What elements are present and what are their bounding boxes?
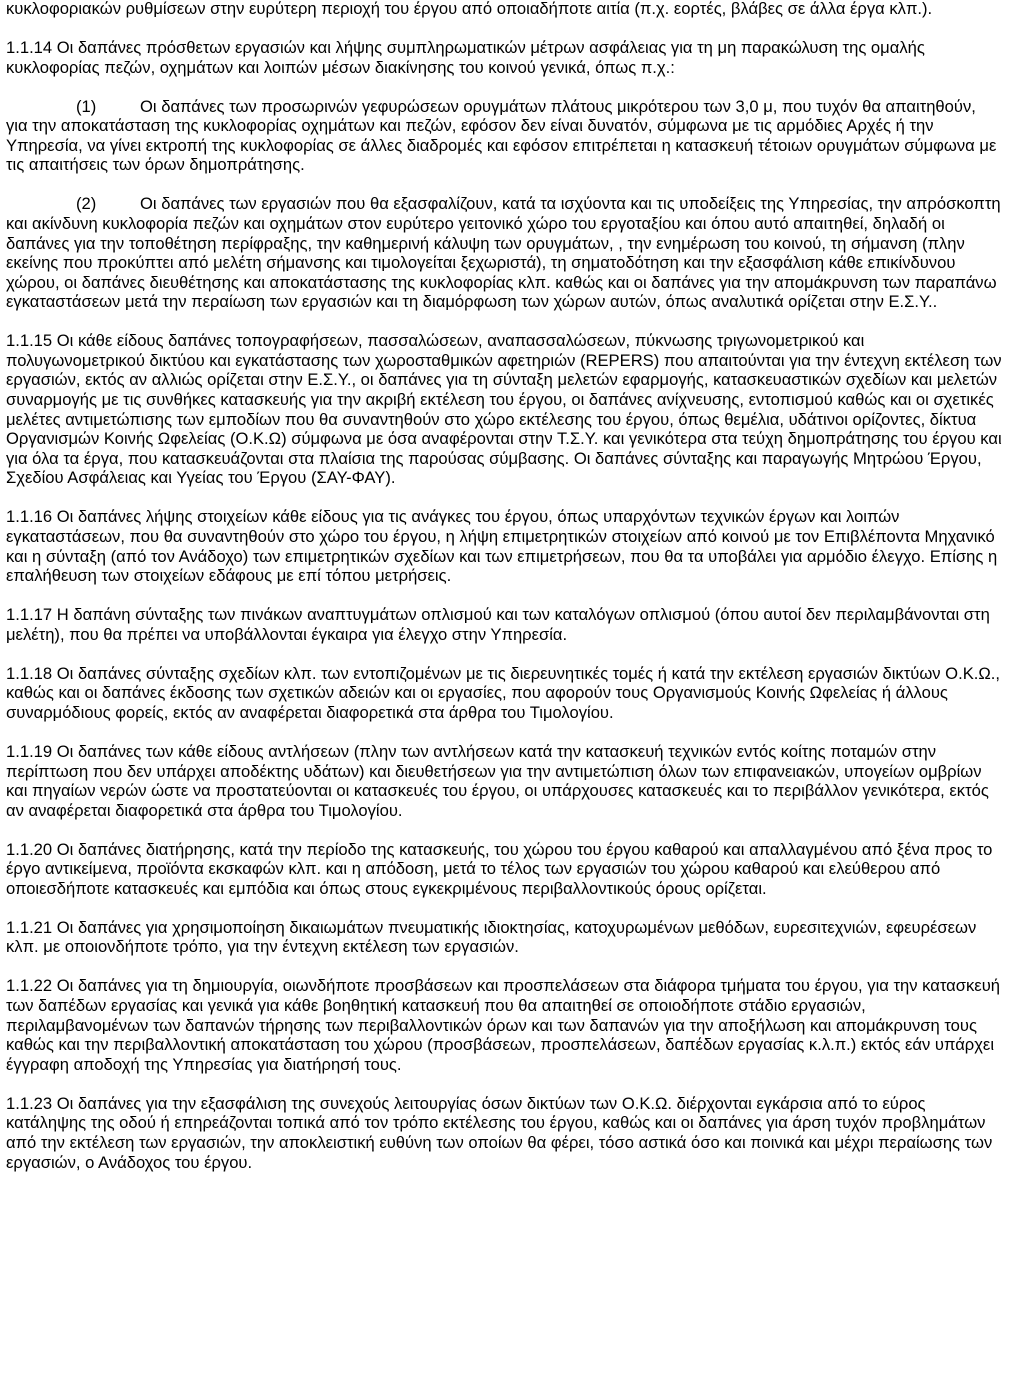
paragraph-1-1-19: 1.1.19 Οι δαπάνες των κάθε είδους αντλήσεων (πλην των αντλήσεων κατά την κατασκευή τεχνικών εντός κοίτης ποταμών στην περίπτωση που δεν υπάρχει αποδέκτης υδάτων) και διευθετήσεων για την αντιμετώπιση όλων των επιφανειακών, υπογείων ομβρίων και πηγαίων νερών ώστε να προστατεύονται οι κατασκευές του έργου, οι υπάρχουσες κατασκευές και το περιβάλλον γενικότερα, εκτός αν αναφέρεται διαφορετικά στα άρθρα του Τιμολογίου. [6, 741, 989, 820]
paragraph-1-1-16: 1.1.16 Οι δαπάνες λήψης στοιχείων κάθε είδους για τις ανάγκες του έργου, όπως υπαρχόντων τεχνικών έργων και λοιπών εγκαταστάσεων, που θα συναντηθούν στο χώρο του έργου, η λήψη επιμετρητικών στοιχείων από κοινού με τον Επιβλέποντα Μηχανικό και η σύνταξη (από τον Ανάδοχο) των επιμετρητικών σχεδίων και των επιμετρήσεων, που θα τα υποβάλει για αρμόδιο έλεγχο. Επίσης η επαλήθευση των στοιχείων εδάφους με επί τόπου μετρήσεις. [6, 507, 998, 586]
subparagraph-2 [6, 194, 1002, 312]
subparagraph-number: (2) [76, 194, 97, 214]
paragraph-1-1-21: 1.1.21 Οι δαπάνες για χρησιμοποίηση δικαιωμάτων πνευματικής ιδιοκτησίας, κατοχυρωμένων μεθόδων, ευρεσιτεχνιών, εφευρέσεων κλπ. με οποιονδήποτε τρόπο, για την έντεχνη εκτέλεση των εργασιών. [6, 917, 977, 957]
paragraph-1-1-22: 1.1.22 Οι δαπάνες για τη δημιουργία, οιωνδήποτε προσβάσεων και προσπελάσεων στα διάφορα τμήματα του έργου, για την κατασκευή των δαπέδων εργασίας και γενικά για κάθε βοηθητική κατασκευή που θα απαιτηθεί σε οποιοδήποτε στάδιο εργασιών, περιλαμβανομένων των δαπανών τήρησης των περιβαλλοντικών όρων και των δαπανών για την αποξήλωση και απομάκρυνση τους καθώς και την περιβαλλοντική αποκατάσταση του χώρου (προσβάσεων, προσπελάσεων, δαπέδων εργασίας κ.λ.π.) εκτός εάν υπάρχει έγγραφη αποδοχή της Υπηρεσίας για διατήρησή τους. [6, 976, 1000, 1074]
subparagraph-number: (1) [76, 96, 97, 116]
paragraph-1-1-17: 1.1.17 Η δαπάνη σύνταξης των πινάκων αναπτυγμάτων οπλισμού και των καταλόγων οπλισμού (όπου αυτοί δεν περιλαμβάνονται στη μελέτη), που θα πρέπει να υποβάλλονται έγκαιρα για έλεγχο στην Υπηρεσία. [6, 605, 990, 644]
subparagraph-text: Οι δαπάνες των εργασιών που θα εξασφαλίζουν, κατά τα ισχύοντα και τις υποδείξεις της Υπηρεσίας, την απρόσκοπτη και ακίνδυνη κυκλοφορία πεζών και οχημάτων στον ευρύτερο γειτονικό χώρο του εργοταξίου και όπου αυτό απαιτηθεί, δηλαδή οι δαπάνες για την τοποθέτηση περίφραξης, την καθημερινή κάλυψη των ορυγμάτων, , την ενημέρωση του κοινού, τη σήμανση (πλην εκείνης που προκύπτει από μελέτη σήμανσης και τιμολογείται ξεχωριστά), τη σηματοδότηση και την εξασφάλιση κάθε επικίνδυνου χώρου, οι δαπάνες διευθέτησης και αποκατάστασης της κυκλοφορίας κλπ. καθώς και οι δαπάνες για την απομάκρυνση των παραπάνω εγκαταστάσεων μετά την περαίωση των εργασιών και τη διαμόρφωση των χώρων αυτών, όπως αναλυτικά ορίζεται στην Ε.Σ.Υ.. [6, 194, 1001, 312]
subparagraph-text: Οι δαπάνες των προσωρινών γεφυρώσεων ορυγμάτων πλάτους μικρότερου των 3,0 μ, που τυχόν θα απαιτηθούν, για την αποκατάσταση της κυκλοφορίας οχημάτων και πεζών, εφόσον δεν είναι δυνατόν, σύμφωνα με τις αρμόδιες Αρχές ή την Υπηρεσία, να γίνει εκτροπή της κυκλοφορίας σε άλλες διαδρομές και εφόσον επιτρέπεται η κατασκευή τέτοιων ορυγμάτων σύμφωνα με τις απαιτήσεις των όρων δημοπράτησης. [6, 96, 997, 175]
paragraph-1-1-14: 1.1.14 Οι δαπάνες πρόσθετων εργασιών και λήψης συμπληρωματικών μέτρων ασφάλειας για τη μη παρακώλυση της ομαλής κυκλοφορίας πεζών, οχημάτων και λοιπών μέσων διακίνησης του κοινού γενικά, όπως π.χ.: [6, 37, 925, 77]
paragraph-1-1-18: 1.1.18 Οι δαπάνες σύνταξης σχεδίων κλπ. των εντοπιζομένων με τις διερευνητικές τομές ή κατά την εκτέλεση εργασιών δικτύων Ο.Κ.Ω., καθώς και οι δαπάνες έκδοσης των σχετικών αδειών και οι εργασίες, που αφορούν τους Οργανισμούς Κοινής Ωφελείας ή άλλους συναρμόδιους φορείς, εκτός αν αναφέρεται διαφορετικά στα άρθρα του Τιμολογίου. [6, 663, 1001, 722]
subparagraph-1 [6, 97, 1002, 175]
paragraph-1-1-15: 1.1.15 Οι κάθε είδους δαπάνες τοπογραφήσεων, πασσαλώσεων, αναπασσαλώσεων, πύκνωσης τριγωνομετρικού και πολυγωνομετρικού δικτύου και εγκατάστασης των χωροσταθμικών αφετηριών (REPERS) που απαιτούνται για την έντεχνη εκτέλεση των εργασιών, εκτός αν αλλιώς ορίζεται στην Ε.Σ.Υ., οι δαπάνες για τη σύνταξη μελετών εφαρμογής, κατασκευαστικών σχεδίων και μελετών συναρμογής με τις συνθήκες κατασκευής για την ακριβή εκτέλεση του έργου, οι δαπάνες ανίχνευσης, εντοπισμού καθώς και οι σχετικές μελέτες αντιμετώπισης των εμποδίων που θα συναντηθούν στο χώρο εκτέλεσης του έργου, όπως θεμέλια, υδάτινοι ορίζοντες, δίκτυα Οργανισμών Κοινής Ωφελείας (Ο.Κ.Ω) σύμφωνα με όσα αναφέρονται στην Τ.Σ.Υ. και γενικότερα στα τεύχη δημοπράτησης του έργου και για όλα τα έργα, που κατασκευάζονται στα πλαίσια της παρούσας σύμβασης. Οι δαπάνες σύνταξης και παραγωγής Μητρώου Έργου, Σχεδίου Ασφάλειας και Υγείας του Έργου (ΣΑΥ-ΦΑΥ). [6, 331, 1002, 488]
paragraph-continuation: κυκλοφοριακών ρυθμίσεων στην ευρύτερη περιοχή του έργου από οποιαδήποτε αιτία (π.χ. εορτές, βλάβες σε άλλα έργα κλπ.). [6, 0, 933, 18]
paragraph-1-1-23: 1.1.23 Οι δαπάνες για την εξασφάλιση της συνεχούς λειτουργίας όσων δικτύων των Ο.Κ.Ω. διέρχονται εγκάρσια από το εύρος κατάληψης της οδού ή επηρεάζονται τοπικά από τον τρόπο εκτέλεσης του έργου, καθώς και οι δαπάνες για άρση τυχόν προβλημάτων από την εκτέλεση των εργασιών, την αποκλειστική ευθύνη των οποίων θα φέρει, τόσο αστικά όσο και ποινικά και μέχρι περαίωσης των εργασιών, ο Ανάδοχος του έργου. [6, 1093, 993, 1172]
paragraph-1-1-20: 1.1.20 Οι δαπάνες διατήρησης, κατά την περίοδο της κατασκευής, του χώρου του έργου καθαρού και απαλλαγμένου από ξένα προς το έργο αντικείμενα, προϊόντα εκσκαφών κλπ. και η απόδοση, μετά το τέλος των εργασιών του χώρου καθαρού και ελεύθερου από οποιεσδήποτε κατασκευές και εμπόδια και όπως στους εγκεκριμένους περιβαλλοντικούς όρους ορίζεται. [6, 839, 993, 898]
